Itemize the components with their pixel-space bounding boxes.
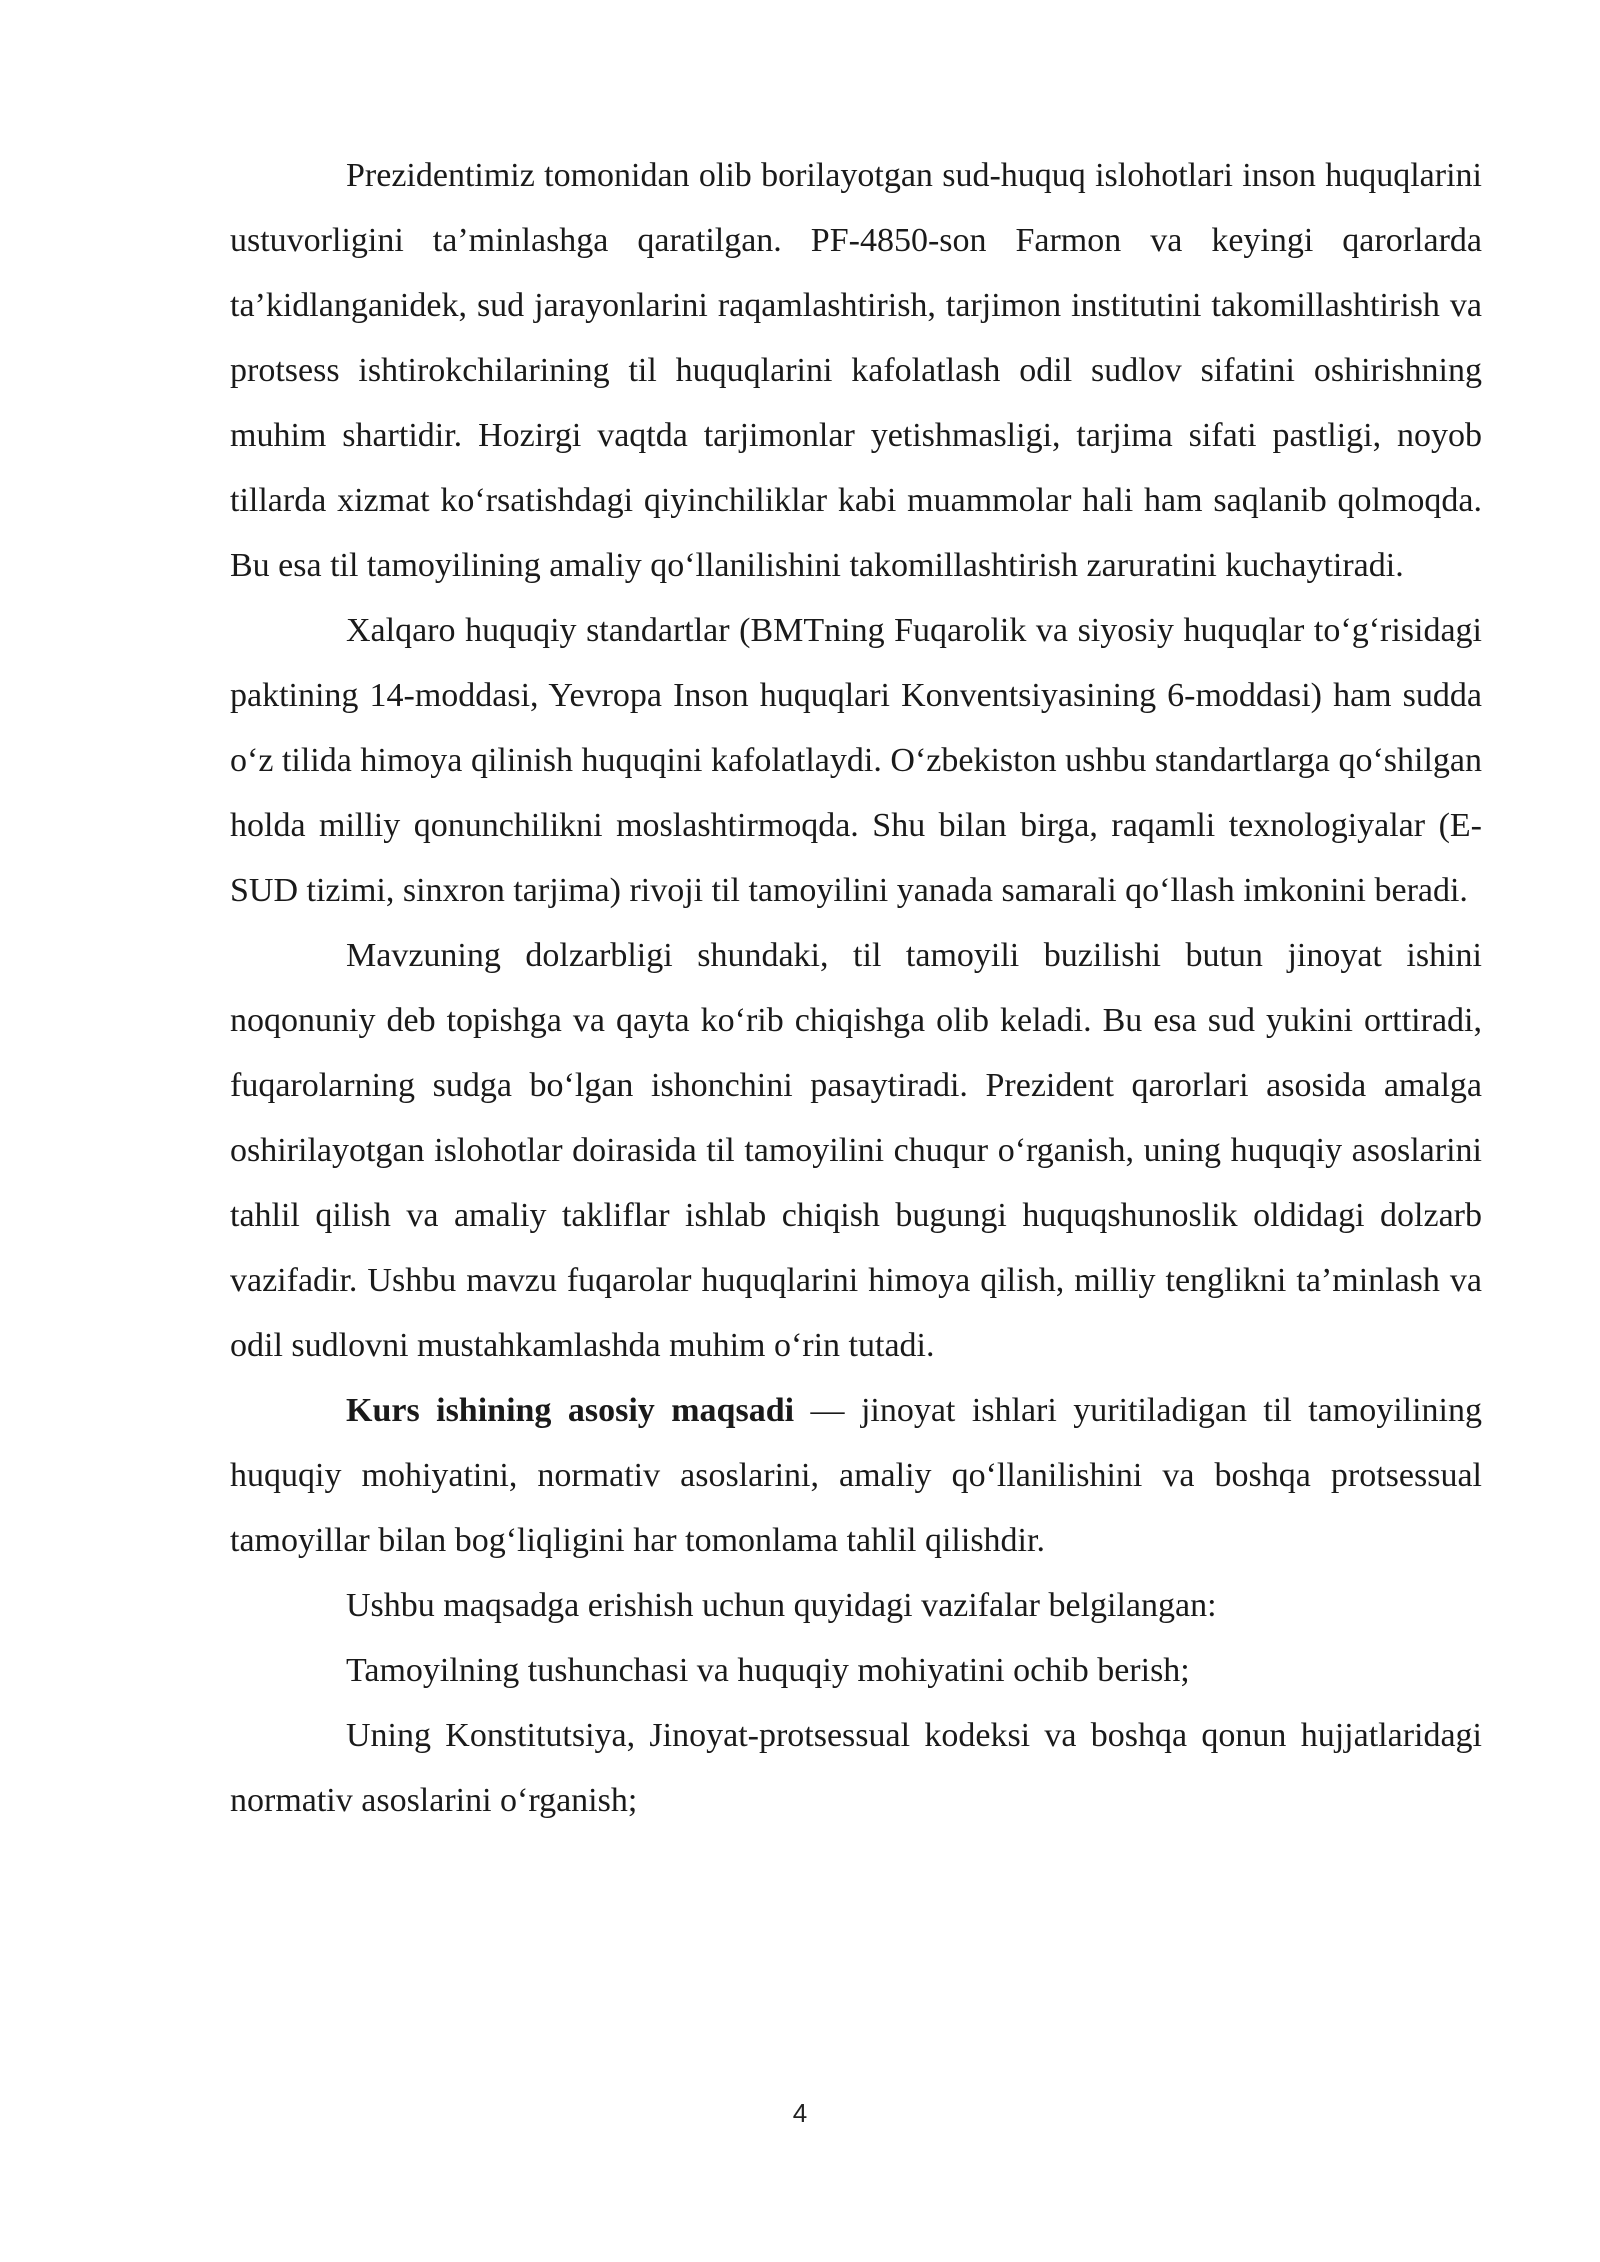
paragraph-reforms: Prezidentimiz tomonidan olib borilayotgan sud-huquq islohotlari inson huquqlarini ustuvorligini ta’minlashga qaratilgan. PF-4850-son Farmon va keyingi qarorlarda ta’kidlanganidek, sud jarayonlarini raqamlashtirish, tarjimon institutini takomillashtirish va protsess ishtirokchilarining til huquqlarini kafolatlash odil sudlov sifatini oshirishning muhim shartidir. Hozirgi vaqtda tarjimonlar yetishmasligi, tarjima sifati pastligi, noyob tillarda xizmat ko‘rsatishdagi qiyinchiliklar kabi muammolar hali ham saqlanib qolmoqda. Bu esa til tamoyilining amaliy qo‘llanilishini takomillashtirish zaruratini kuchaytiradi. — [230, 157, 1482, 584]
goal-text: — jinoyat ishlari yuritiladigan til tamoyilining huquqiy mohiyatini, normativ asoslarini, amaliy qo‘llanilishini va boshqa protsessual tamoyillar bilan bog‘liqligini har tomonlama tahlil qilishdir. — [230, 1392, 1482, 1559]
paragraph-relevance: Mavzuning dolzarbligi shundaki, til tamoyili buzilishi butun jinoyat ishini noqonuniy deb topishga va qayta ko‘rib chiqishga olib keladi. Bu esa sud yukini orttiradi, fuqarolarning sudga bo‘lgan ishonchini pasaytiradi. Prezident qarorlari asosida amalga oshirilayotgan islohotlar doirasida til tamoyilini chuqur o‘rganish, uning huquqiy asoslarini tahlil qilish va amaliy takliflar ishlab chiqish bugungi huquqshunoslik oldidagi dolzarb vazifadir. Ushbu mavzu fuqarolar huquqlarini himoya qilish, milliy tenglikni ta’minlash va odil sudlovni mustahkamlashda muhim o‘rin tutadi. — [230, 937, 1482, 1364]
document-page — [230, 143, 1482, 1833]
goal-bold-lead: Kurs ishining asosiy maqsadi — [346, 1392, 795, 1429]
task-item-2: Uning Konstitutsiya, Jinoyat-protsessual kodeksi va boshqa qonun hujjatlaridagi normativ asoslarini o‘rganish; — [230, 1717, 1482, 1819]
paragraph-international-standards: Xalqaro huquqiy standartlar (BMTning Fuqarolik va siyosiy huquqlar to‘g‘risidagi paktining 14-moddasi, Yevropa Inson huquqlari Konventsiyasining 6-moddasi) ham sudda o‘z tilida himoya qilinish huquqini kafolatlaydi. O‘zbekiston ushbu standartlarga qo‘shilgan holda milliy qonunchilikni moslashtirmoqda. Shu bilan birga, raqamli texnologiyalar (E-SUD tizimi, sinxron tarjima) rivoji til tamoyilini yanada samarali qo‘llash imkonini beradi. — [230, 612, 1482, 909]
page-number: 4 — [792, 2098, 808, 2128]
task-item-1: Tamoyilning tushunchasi va huquqiy mohiyatini ochib berish; — [346, 1652, 1190, 1689]
paragraph-goal — [230, 1378, 1482, 1573]
paragraph-tasks-intro: Ushbu maqsadga erishish uchun quyidagi vazifalar belgilangan: — [346, 1587, 1217, 1624]
